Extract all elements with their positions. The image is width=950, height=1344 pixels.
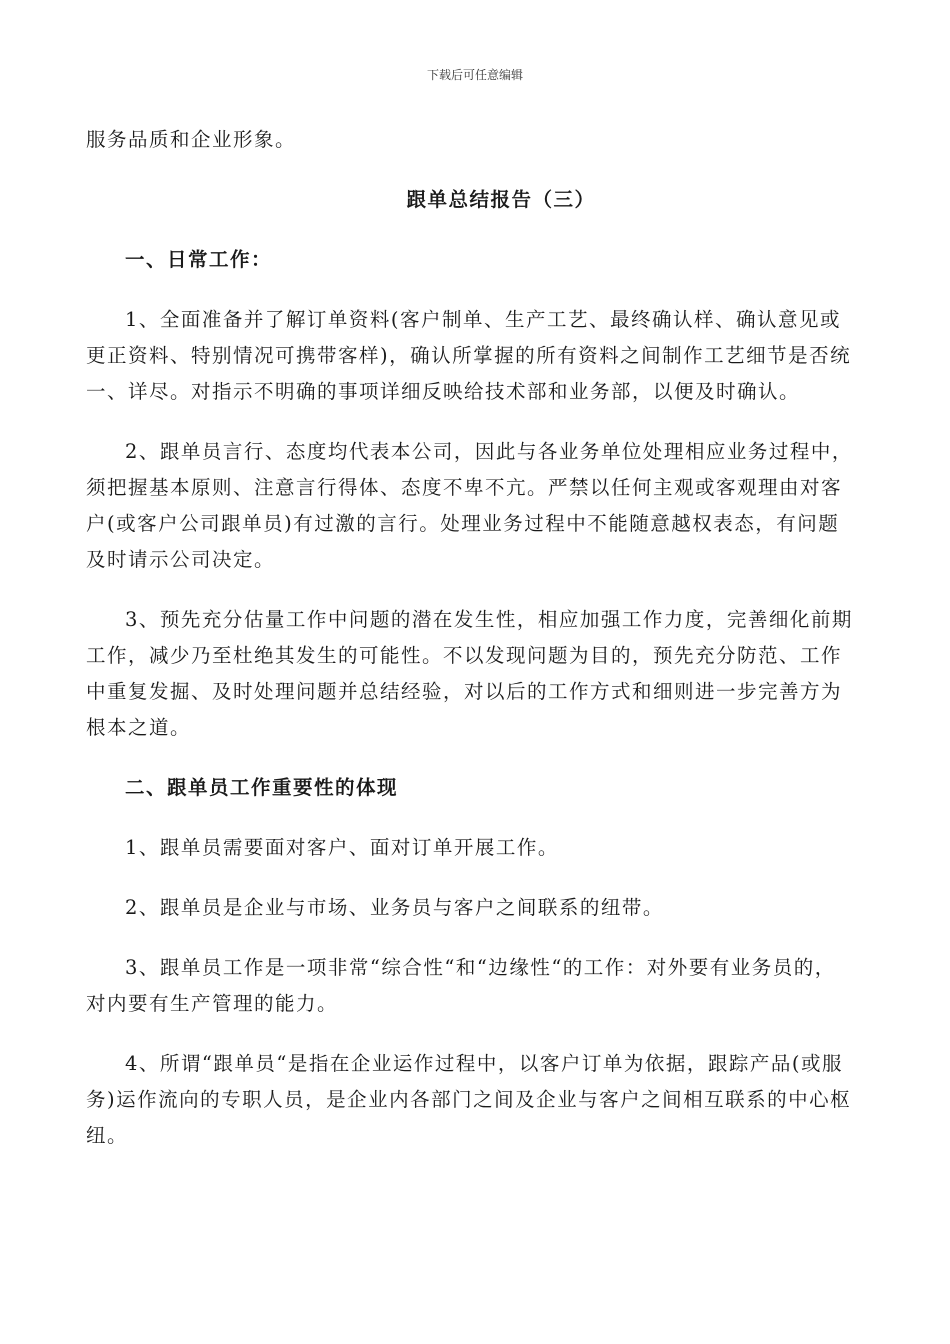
paragraph: 2、跟单员言行、态度均代表本公司，因此与各业务单位处理相应业务过程中，须把握基本原则、注意言行得体、态度不卑不亢。严禁以任何主观或客观理由对客户(或客户公司跟单员)有过激的言行。处理业务过程中不能随意越权表态，有问题及时请示公司决定。 xyxy=(86,440,853,571)
paragraph: 3、预先充分估量工作中问题的潜在发生性，相应加强工作力度，完善细化前期工作，减少乃至杜绝其发生的可能性。不以发现问题为目的，预先充分防范、工作中重复发掘、及时处理问题并总结经验，对以后的工作方式和细则进一步完善方为根本之道。 xyxy=(86,608,853,739)
page-header: 下载后可任意编辑 xyxy=(426,68,523,82)
document-body xyxy=(86,122,856,1178)
paragraph: 3、跟单员工作是一项非常“综合性“和“边缘性“的工作：对外要有业务员的，对内要有生产管理的能力。 xyxy=(86,956,836,1015)
lead-line: 服务品质和企业形象。 xyxy=(86,128,297,151)
paragraph: 1、全面准备并了解订单资料(客户制单、生产工艺、最终确认样、确认意见或更正资料、特别情况可携带客样)，确认所掌握的所有资料之间制作工艺细节是否统一、详尽。对指示不明确的事项详细反映给技术部和业务部，以便及时确认。 xyxy=(86,308,852,403)
section-heading-importance: 二、跟单员工作重要性的体现 xyxy=(125,776,399,799)
paragraph: 1、跟单员需要面对客户、面对订单开展工作。 xyxy=(125,836,559,859)
section-heading-daily-work: 一、日常工作： xyxy=(125,248,273,271)
paragraph: 2、跟单员是企业与市场、业务员与客户之间联系的纽带。 xyxy=(125,896,664,919)
paragraph: 4、所谓“跟单员“是指在企业运作过程中，以客户订单为依据，跟踪产品(或服务)运作流向的专职人员，是企业内各部门之间及企业与客户之间相互联系的中心枢纽。 xyxy=(86,1052,852,1147)
document-title: 跟单总结报告（三） xyxy=(406,188,596,211)
